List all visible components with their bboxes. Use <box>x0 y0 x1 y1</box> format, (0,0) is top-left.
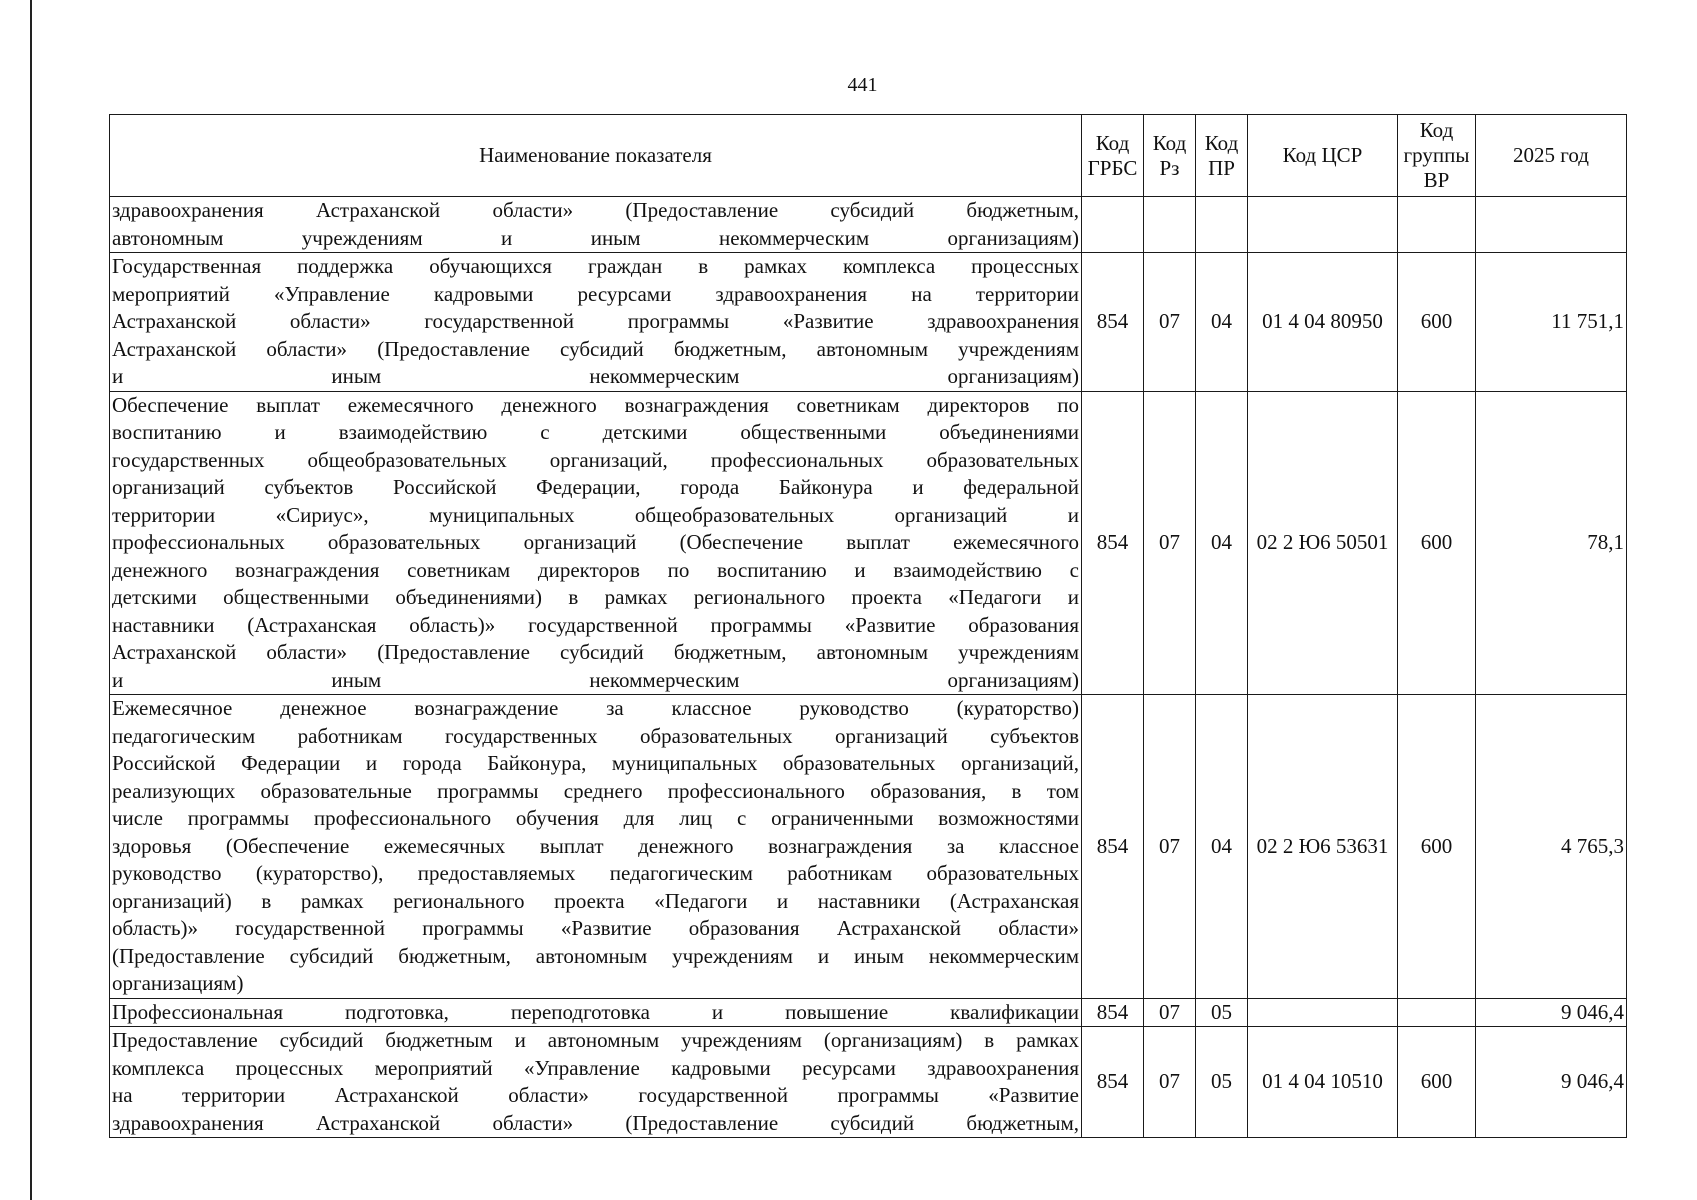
row-name-line: государственных общеобразовательных организаций, профессиональных образовательных <box>112 447 1079 472</box>
row-name-line: Обеспечение выплат ежемесячного денежного вознаграждения советникам директоров по <box>112 392 1079 417</box>
row-name-line: и иным некоммерческим организациям) <box>112 667 1079 692</box>
row-vr: 600 <box>1398 253 1476 392</box>
row-vr: 600 <box>1398 1027 1476 1138</box>
row-name-line: автономным учреждениям и иным некоммерческим организациям) <box>112 225 1079 250</box>
table-header-row <box>110 115 1627 197</box>
row-name-line: воспитанию и взаимодействию с детскими общественными объединениями <box>112 420 1079 444</box>
row-name <box>110 1027 1082 1138</box>
row-rz: 07 <box>1144 695 1196 999</box>
row-vr <box>1398 197 1476 253</box>
table-row <box>110 197 1627 253</box>
row-grbs: 854 <box>1082 1027 1144 1138</box>
row-name-line: область)» государственной программы «Развитие образования Астраханской области» <box>112 916 1079 940</box>
row-grbs: 854 <box>1082 253 1144 392</box>
row-name-line: денежного вознаграждения советникам директоров по воспитанию и взаимодействию с <box>112 557 1079 582</box>
budget-table <box>109 114 1627 1138</box>
row-csr: 01 4 04 80950 <box>1248 253 1398 392</box>
header-vr: Код группы ВР <box>1398 115 1476 197</box>
left-margin-rule <box>30 0 32 1200</box>
row-name-line: на территории Астраханской области» государственной программы «Развитие <box>112 1083 1079 1107</box>
row-pr: 04 <box>1196 391 1248 695</box>
row-name-line: руководство (кураторство), предоставляемых педагогическим работникам образовательных <box>112 861 1079 885</box>
table-row <box>110 253 1627 392</box>
row-amount: 9 046,4 <box>1476 1027 1627 1138</box>
row-name-line: и иным некоммерческим организациям) <box>112 364 1079 388</box>
row-rz: 07 <box>1144 998 1196 1027</box>
row-grbs <box>1082 197 1144 253</box>
table-row <box>110 998 1627 1027</box>
row-name <box>110 253 1082 392</box>
row-name-line: здравоохранения Астраханской области» (Предоставление субсидий бюджетным, <box>112 1110 1079 1135</box>
header-grbs: Код ГРБС <box>1082 115 1144 197</box>
row-rz: 07 <box>1144 1027 1196 1138</box>
row-name-line: Астраханской области» (Предоставление субсидий бюджетным, автономным учреждениям <box>112 640 1079 664</box>
row-grbs: 854 <box>1082 695 1144 999</box>
table-row <box>110 695 1627 999</box>
row-name-line: реализующих образовательные программы среднего профессионального образования, в том <box>112 778 1079 803</box>
row-name-line: Астраханской области» государственной программы «Развитие здравоохранения <box>112 309 1079 333</box>
row-name <box>110 998 1082 1027</box>
row-name-line: Астраханской области» (Предоставление субсидий бюджетным, автономным учреждениям <box>112 336 1079 361</box>
row-rz <box>1144 197 1196 253</box>
row-pr: 04 <box>1196 253 1248 392</box>
row-name-line: здоровья (Обеспечение ежемесячных выплат денежного вознаграждения за классное <box>112 833 1079 858</box>
row-name-line: педагогическим работникам государственных образовательных организаций субъектов <box>112 723 1079 748</box>
row-name-line: Российской Федерации и города Байконура, муниципальных образовательных организаций, <box>112 751 1079 775</box>
row-vr: 600 <box>1398 391 1476 695</box>
row-pr <box>1196 197 1248 253</box>
table-row <box>110 391 1627 695</box>
row-name-line: наставники (Астраханская область)» государственной программы «Развитие образования <box>112 612 1079 637</box>
row-csr <box>1248 197 1398 253</box>
header-name: Наименование показателя <box>110 115 1082 197</box>
row-name-line: Предоставление субсидий бюджетным и автономным учреждениям (организациям) в рамках <box>112 1028 1079 1052</box>
row-name <box>110 197 1082 253</box>
row-csr: 02 2 Ю6 53631 <box>1248 695 1398 999</box>
row-pr: 05 <box>1196 998 1248 1027</box>
row-name-line: мероприятий «Управление кадровыми ресурсами здравоохранения на территории <box>112 281 1079 306</box>
row-name <box>110 391 1082 695</box>
row-amount: 78,1 <box>1476 391 1627 695</box>
row-rz: 07 <box>1144 253 1196 392</box>
row-name-line: комплекса процессных мероприятий «Управление кадровыми ресурсами здравоохранения <box>112 1055 1079 1080</box>
row-vr <box>1398 998 1476 1027</box>
table-row <box>110 1027 1627 1138</box>
row-pr: 05 <box>1196 1027 1248 1138</box>
row-amount: 11 751,1 <box>1476 253 1627 392</box>
row-amount: 4 765,3 <box>1476 695 1627 999</box>
table-body <box>110 197 1627 1138</box>
row-name-line: (Предоставление субсидий бюджетным, автономным учреждениям и иным некоммерческим <box>112 943 1079 968</box>
row-name-line: организаций субъектов Российской Федерации, города Байконура и федеральной <box>112 475 1079 499</box>
row-grbs: 854 <box>1082 391 1144 695</box>
row-name-line: организаций) в рамках регионального проекта «Педагоги и наставники (Астраханская <box>112 888 1079 913</box>
row-name-line: детскими общественными объединениями) в рамках регионального проекта «Педагоги и <box>112 585 1079 609</box>
row-name-line: профессиональных образовательных организаций (Обеспечение выплат ежемесячного <box>112 530 1079 554</box>
header-rz: Код Рз <box>1144 115 1196 197</box>
row-grbs: 854 <box>1082 998 1144 1027</box>
row-name-line: организациям) <box>112 971 244 995</box>
row-amount: 9 046,4 <box>1476 998 1627 1027</box>
header-year: 2025 год <box>1476 115 1627 197</box>
row-pr: 04 <box>1196 695 1248 999</box>
row-csr: 02 2 Ю6 50501 <box>1248 391 1398 695</box>
row-name-line: Профессиональная подготовка, переподготовка и повышение квалификации <box>112 999 1079 1024</box>
row-name-line: здравоохранения Астраханской области» (Предоставление субсидий бюджетным, <box>112 198 1079 222</box>
row-vr: 600 <box>1398 695 1476 999</box>
row-csr <box>1248 998 1398 1027</box>
header-csr: Код ЦСР <box>1248 115 1398 197</box>
row-rz: 07 <box>1144 391 1196 695</box>
row-amount <box>1476 197 1627 253</box>
page-number: 441 <box>847 74 878 96</box>
row-csr: 01 4 04 10510 <box>1248 1027 1398 1138</box>
row-name-line: Ежемесячное денежное вознаграждение за классное руководство (кураторство) <box>112 696 1079 720</box>
header-pr: Код ПР <box>1196 115 1248 197</box>
row-name <box>110 695 1082 999</box>
row-name-line: территории «Сириус», муниципальных общеобразовательных организаций и <box>112 502 1079 527</box>
row-name-line: Государственная поддержка обучающихся граждан в рамках комплекса процессных <box>112 254 1079 278</box>
row-name-line: числе программы профессионального обучения для лиц с ограниченными возможностями <box>112 806 1079 830</box>
